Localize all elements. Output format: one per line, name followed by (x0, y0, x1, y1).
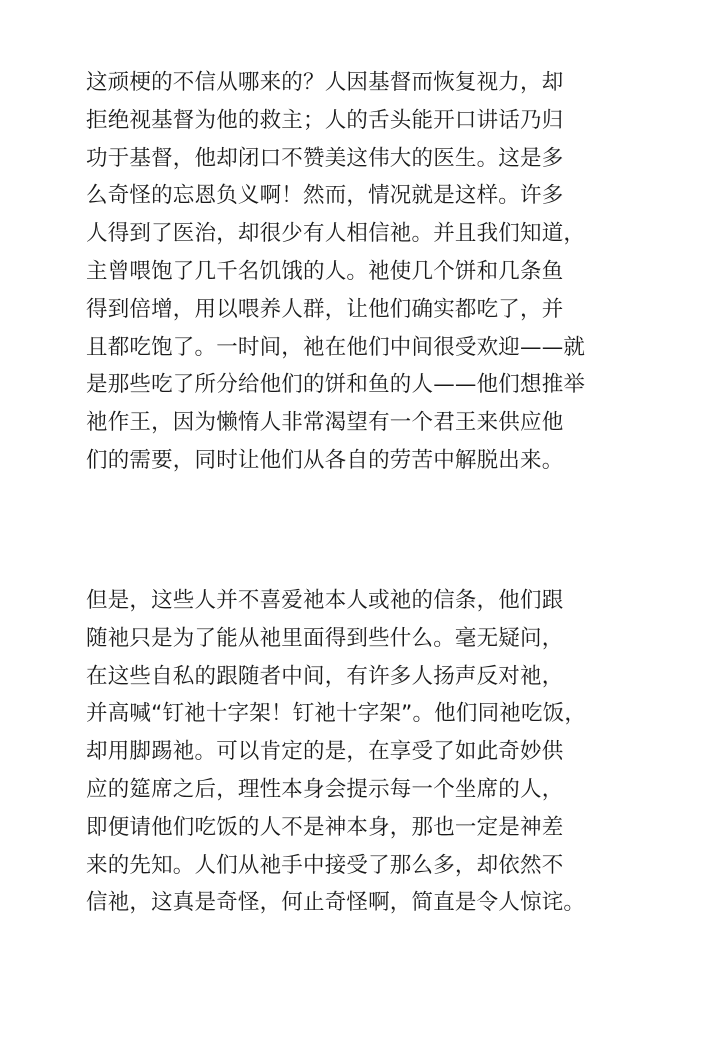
text-line: 拒绝视基督为他的救主；人的舌头能开口讲话乃归 (86, 107, 564, 133)
paragraph-2 (86, 582, 686, 922)
text-line: 们的需要，同时让他们从各自的劳苦中解脱出来。 (86, 447, 564, 473)
text-line: 却用脚踢祂。可以肯定的是，在享受了如此奇妙供 (86, 739, 564, 765)
text-line: 人得到了医治，却很少有人相信祂。并且我们知道， (86, 221, 586, 247)
text-line: 主曾喂饱了几千名饥饿的人。祂使几个饼和几条鱼 (86, 258, 564, 284)
paragraph-1 (86, 64, 686, 480)
text-line: 在这些自私的跟随者中间，有许多人扬声反对祂， (86, 663, 564, 689)
text-line: 随祂只是为了能从祂里面得到些什么。毫无疑问， (86, 625, 564, 651)
text-line: 信祂，这真是奇怪，何止奇怪啊，简直是令人惊诧。 (86, 890, 586, 916)
text-line: 这顽梗的不信从哪来的？人因基督而恢复视力，却 (86, 70, 564, 95)
text-line: 功于基督，他却闭口不赞美这伟大的医生。这是多 (86, 145, 564, 171)
text-line: 么奇怪的忘恩负义啊！然而，情况就是这样。许多 (86, 183, 564, 209)
text-line: 应的筵席之后，理性本身会提示每一个坐席的人， (86, 776, 564, 802)
text-line: 且都吃饱了。一时间，祂在他们中间很受欢迎——就 (86, 334, 586, 360)
text-line: 来的先知。人们从祂手中接受了那么多，却依然不 (86, 852, 564, 878)
text-line: 祂作王，因为懒惰人非常渴望有一个君王来供应他 (86, 410, 564, 436)
text-line: 是那些吃了所分给他们的饼和鱼的人——他们想推举 (86, 372, 586, 398)
text-line: 但是，这些人并不喜爱祂本人或祂的信条，他们跟 (86, 588, 564, 613)
text-line: 即便请他们吃饭的人不是神本身，那也一定是神差 (86, 814, 564, 840)
text-line: 得到倍增，用以喂养人群，让他们确实都吃了，并 (86, 296, 564, 322)
text-line: 并高喊“钉祂十字架！钉祂十字架”。他们同祂吃饭， (86, 701, 587, 727)
